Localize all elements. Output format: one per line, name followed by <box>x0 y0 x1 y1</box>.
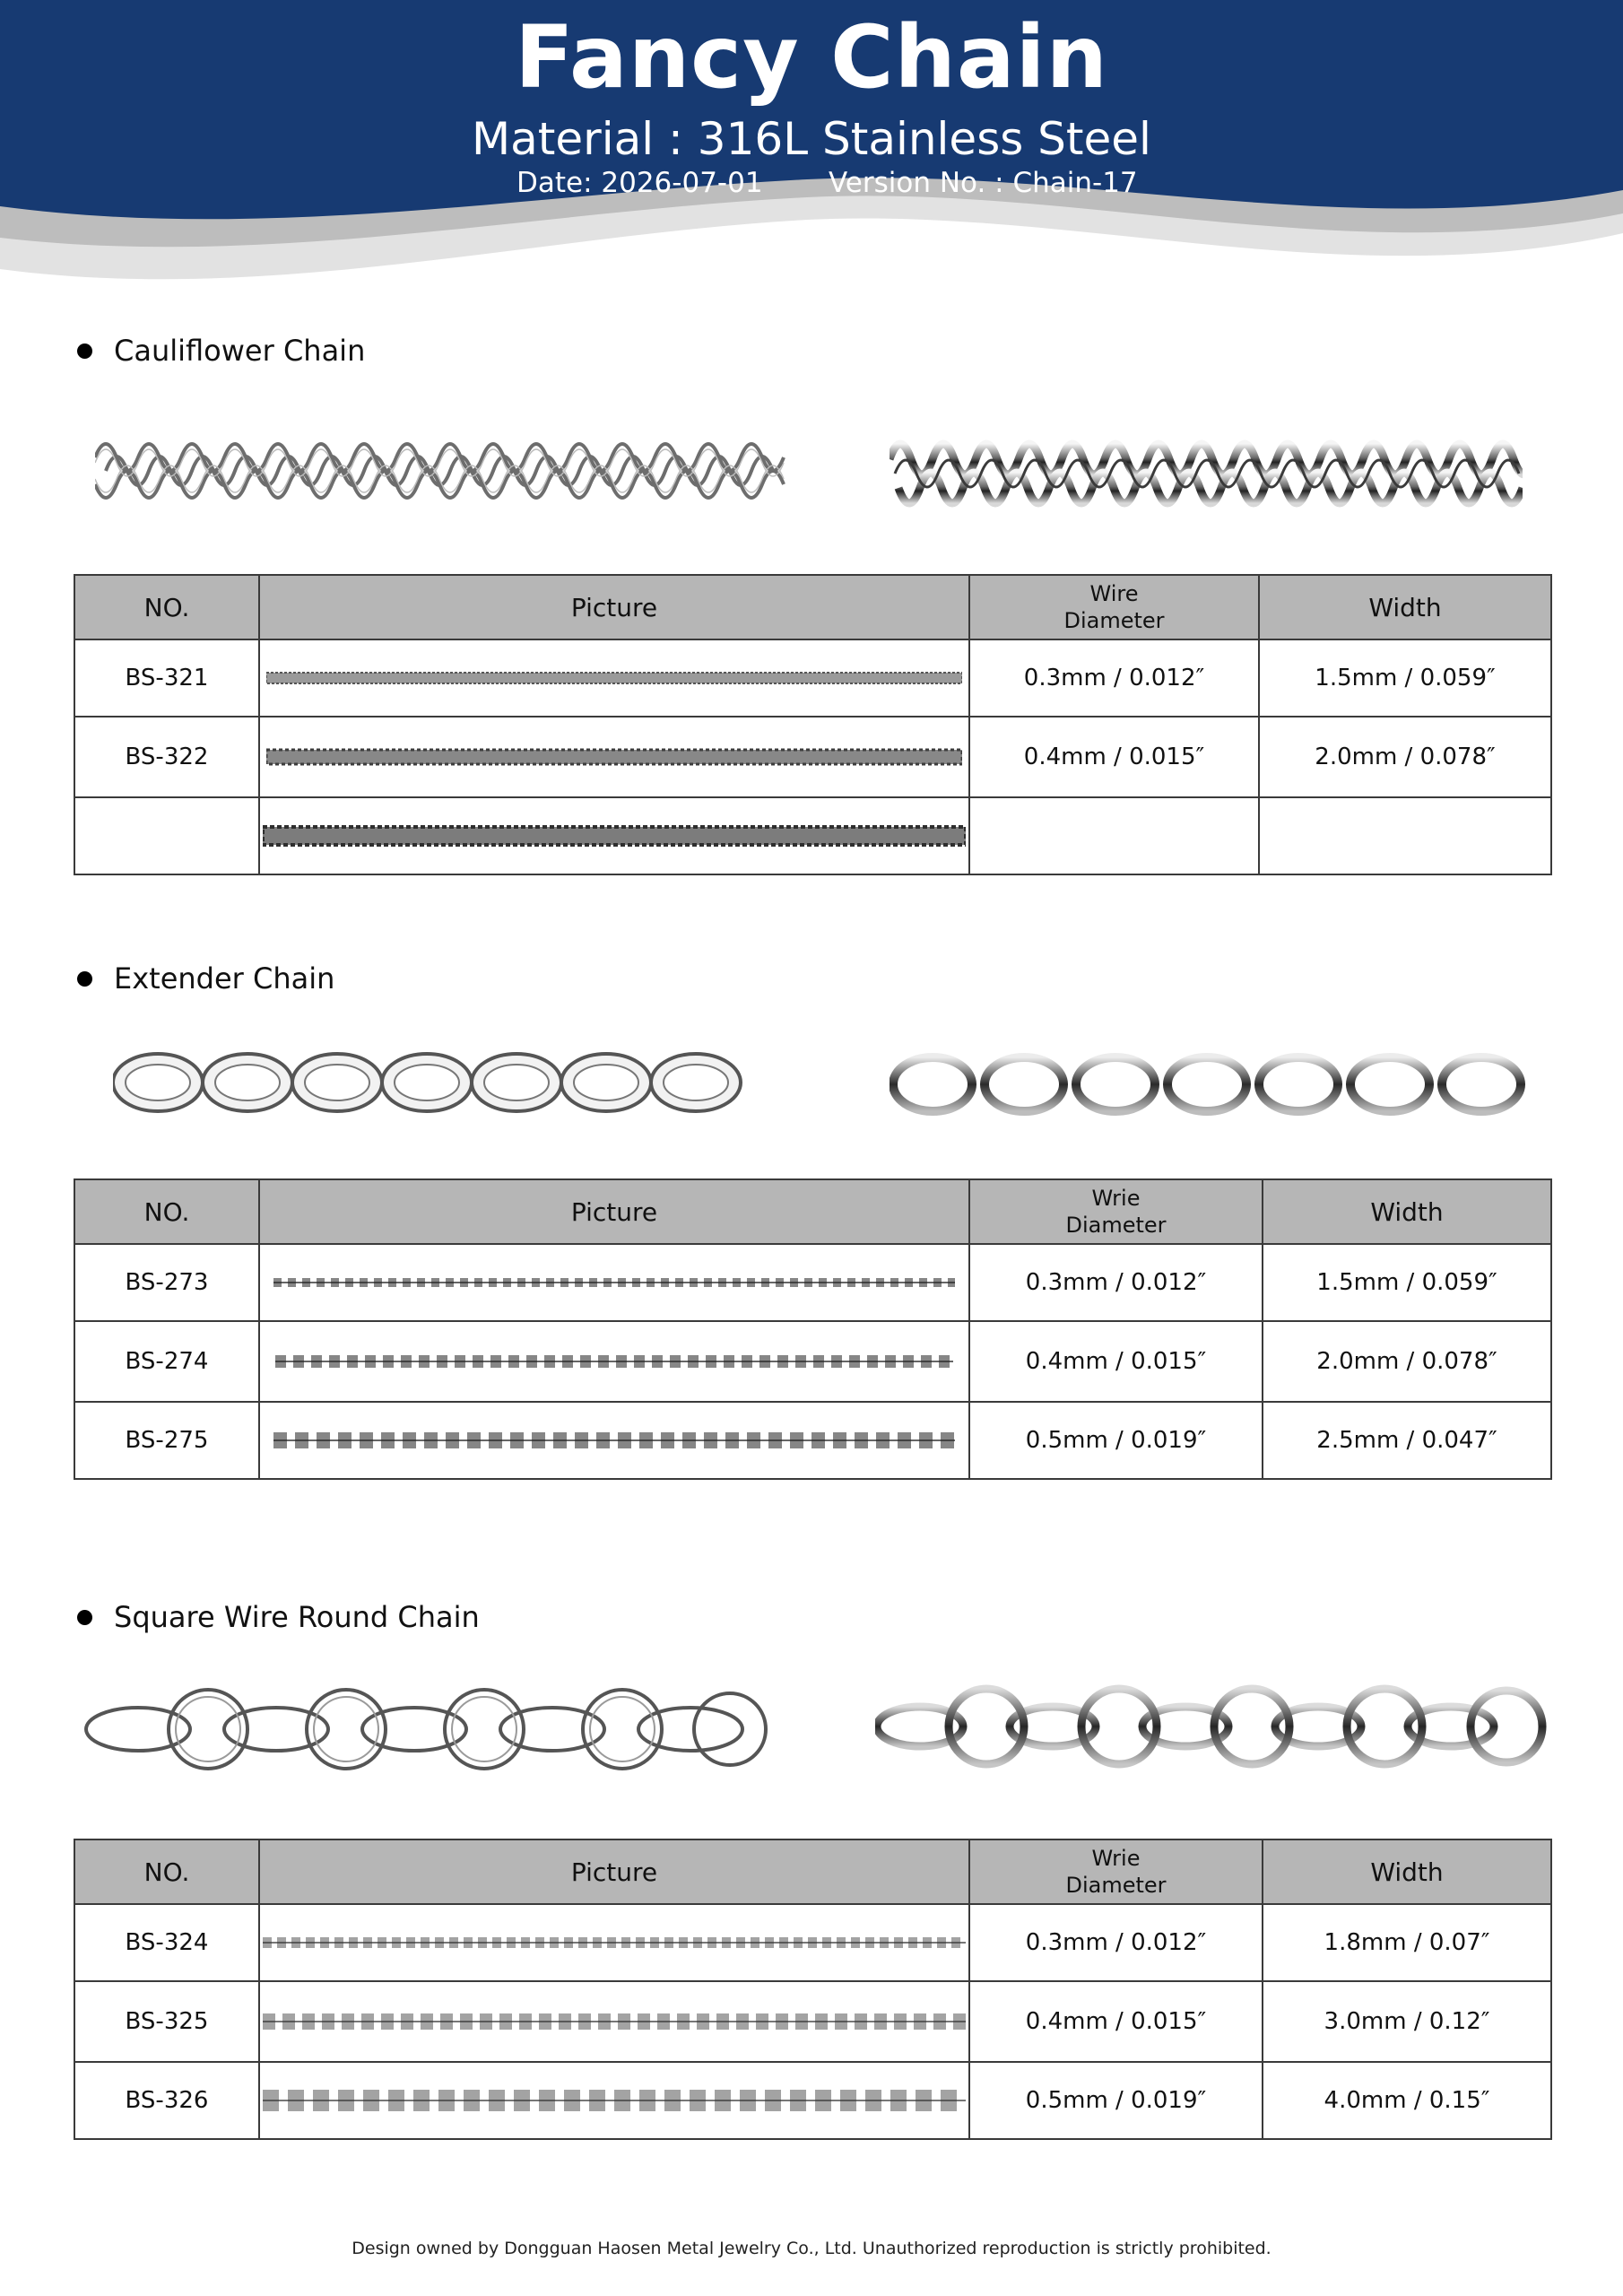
bullet-icon <box>77 344 92 359</box>
cauliflower-sketch-image <box>95 422 787 520</box>
table-row <box>74 1244 1551 1321</box>
cell-diameter <box>969 797 1259 874</box>
cauliflower-spec-table <box>74 574 1552 875</box>
cell-no: BS-275 <box>74 1402 259 1479</box>
cauliflower-sketch-illustration <box>95 422 787 520</box>
cauliflower-photo-image <box>890 422 1523 526</box>
bullet-icon <box>77 1610 92 1625</box>
cell-width: 3.0mm / 0.12″ <box>1263 1981 1551 2062</box>
version-label: Version No. : Chain-17 <box>829 167 1138 199</box>
col-header-diameter: Wrie Diameter <box>969 1839 1263 1904</box>
extender-sketch-illustration <box>113 1040 751 1125</box>
col-header-no: NO. <box>74 1839 259 1904</box>
cell-width: 1.5mm / 0.059″ <box>1263 1244 1551 1321</box>
cell-diameter: 0.3mm / 0.012″ <box>969 1904 1263 1981</box>
table-row <box>74 797 1551 874</box>
chain-strip-image <box>266 667 962 689</box>
bullet-icon <box>77 971 92 987</box>
table-header-row <box>74 1179 1551 1244</box>
cell-diameter: 0.4mm / 0.015″ <box>969 1981 1263 2062</box>
cell-picture <box>259 717 969 797</box>
cell-picture <box>259 639 969 717</box>
chain-strip-image <box>263 822 966 850</box>
col-header-width: Width <box>1263 1839 1551 1904</box>
chain-strip-image <box>275 1351 953 1372</box>
cell-no <box>74 797 259 874</box>
copyright-footer: Design owned by Dongguan Haosen Metal Jewelry Co., Ltd. Unauthorized reproduction is strictly prohibited. <box>352 2239 1271 2258</box>
table-row <box>74 2062 1551 2139</box>
table-row <box>74 639 1551 717</box>
table-row <box>74 717 1551 797</box>
cell-no: BS-326 <box>74 2062 259 2139</box>
cell-width: 4.0mm / 0.15″ <box>1263 2062 1551 2139</box>
round-chain-photo-illustration <box>875 1677 1548 1776</box>
cell-picture <box>259 797 969 874</box>
table-row <box>74 1904 1551 1981</box>
cell-width: 1.5mm / 0.059″ <box>1259 639 1551 717</box>
chain-strip-image <box>273 1427 955 1454</box>
chain-strip-image <box>263 2008 966 2035</box>
col-header-no: NO. <box>74 1179 259 1244</box>
round-chain-photo-image <box>875 1677 1548 1776</box>
cell-picture <box>259 1904 969 1981</box>
cell-width: 2.5mm / 0.047″ <box>1263 1402 1551 1479</box>
cell-diameter: 0.3mm / 0.012″ <box>969 639 1259 717</box>
extender-photo-image <box>890 1042 1535 1126</box>
section-title-extender <box>77 961 334 996</box>
cell-diameter: 0.4mm / 0.015″ <box>969 1321 1263 1402</box>
col-header-no: NO. <box>74 575 259 639</box>
page-header <box>0 0 1623 296</box>
extender-spec-table <box>74 1178 1552 1480</box>
cell-no: BS-325 <box>74 1981 259 2062</box>
table-row <box>74 1402 1551 1479</box>
cell-picture <box>259 1244 969 1321</box>
col-header-picture: Picture <box>259 1179 969 1244</box>
chain-strip-image <box>263 1932 966 1953</box>
col-header-picture: Picture <box>259 1839 969 1904</box>
col-header-diameter: Wire Diameter <box>969 575 1259 639</box>
section-title-square-wire-round <box>77 1600 480 1634</box>
col-header-picture: Picture <box>259 575 969 639</box>
col-header-diameter: Wrie Diameter <box>969 1179 1263 1244</box>
cell-picture <box>259 1321 969 1402</box>
cell-width: 2.0mm / 0.078″ <box>1259 717 1551 797</box>
col-header-width: Width <box>1263 1179 1551 1244</box>
extender-photo-illustration <box>890 1042 1535 1126</box>
section-title-text: Extender Chain <box>114 961 335 996</box>
cauliflower-photo-illustration <box>890 422 1523 526</box>
cell-diameter: 0.4mm / 0.015″ <box>969 717 1259 797</box>
extender-sketch-image <box>113 1040 751 1125</box>
cell-width <box>1259 797 1551 874</box>
cell-no: BS-322 <box>74 717 259 797</box>
cell-picture <box>259 1402 969 1479</box>
cell-width: 2.0mm / 0.078″ <box>1263 1321 1551 1402</box>
chain-strip-image <box>266 744 962 770</box>
chain-strip-image <box>273 1274 955 1292</box>
cell-diameter: 0.5mm / 0.019″ <box>969 1402 1263 1479</box>
col-header-width: Width <box>1259 575 1551 639</box>
cell-diameter: 0.3mm / 0.012″ <box>969 1244 1263 1321</box>
section-title-text: Cauliflower Chain <box>114 334 366 368</box>
date-label: Date: 2026-07-01 <box>516 167 763 199</box>
cell-no: BS-273 <box>74 1244 259 1321</box>
cell-picture <box>259 1981 969 2062</box>
cell-width: 1.8mm / 0.07″ <box>1263 1904 1551 1981</box>
round-chain-spec-table <box>74 1839 1552 2140</box>
material-subtitle: Material : 316L Stainless Steel <box>472 113 1151 165</box>
cell-diameter: 0.5mm / 0.019″ <box>969 2062 1263 2139</box>
cell-picture <box>259 2062 969 2139</box>
table-row <box>74 1321 1551 1402</box>
section-title-text: Square Wire Round Chain <box>114 1600 480 1634</box>
page-title: Fancy Chain <box>515 7 1108 108</box>
section-title-cauliflower <box>77 334 365 368</box>
cell-no: BS-324 <box>74 1904 259 1981</box>
table-row <box>74 1981 1551 2062</box>
round-chain-sketch-image <box>84 1683 769 1776</box>
table-header-row <box>74 1839 1551 1904</box>
cell-no: BS-321 <box>74 639 259 717</box>
round-chain-sketch-illustration <box>84 1683 769 1776</box>
chain-strip-image <box>263 2084 966 2117</box>
cell-no: BS-274 <box>74 1321 259 1402</box>
table-header-row <box>74 575 1551 639</box>
